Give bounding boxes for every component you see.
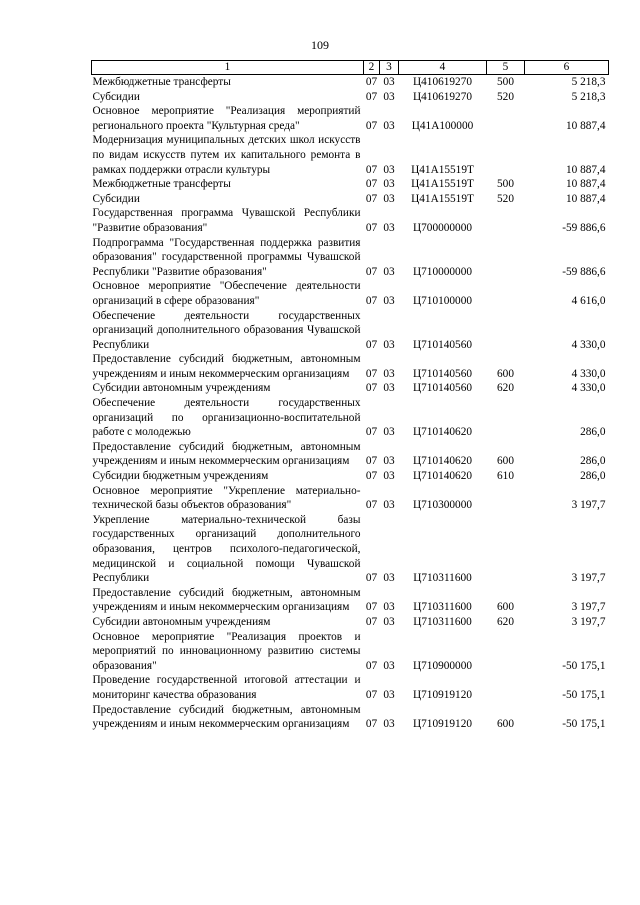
amount: -50 175,1 bbox=[562, 718, 606, 731]
table-row bbox=[92, 133, 609, 177]
column-header: 6 bbox=[525, 61, 609, 75]
table-row bbox=[92, 615, 609, 630]
subsection-code: 03 bbox=[383, 367, 395, 380]
expense-type-code bbox=[487, 484, 525, 513]
table-row bbox=[92, 484, 609, 513]
expense-type-code: 520 bbox=[497, 192, 514, 205]
subsection-code: 03 bbox=[383, 221, 395, 234]
table-row bbox=[92, 90, 609, 105]
target-article-code: Ц41А100000 bbox=[411, 119, 474, 132]
subsection-code: 03 bbox=[383, 382, 395, 395]
amount: 3 197,7 bbox=[571, 601, 606, 614]
subsection-code: 03 bbox=[383, 90, 395, 103]
target-article-code: Ц710919120 bbox=[413, 718, 472, 731]
table-body bbox=[92, 75, 609, 732]
section-code: 07 bbox=[365, 367, 378, 380]
target-article-code: Ц710311600 bbox=[413, 601, 472, 614]
item-name: Предоставление субсидий бюджетным, автономным учреждениям и иным некоммерческим организациям bbox=[92, 586, 361, 614]
expense-type-code bbox=[487, 206, 525, 235]
target-article-code: Ц710100000 bbox=[413, 294, 472, 307]
target-article-code: Ц710140560 bbox=[413, 338, 472, 351]
page-number: 109 bbox=[311, 38, 329, 52]
section-code: 07 bbox=[365, 76, 378, 88]
section-code: 07 bbox=[365, 192, 378, 205]
item-name: Укрепление материально-технической базы государственных организаций дополнительного образования, центров психолого-педагогической, медицинской и социальной помощи Чувашской Республики bbox=[92, 513, 361, 585]
amount: 4 330,0 bbox=[571, 367, 606, 380]
section-code: 07 bbox=[365, 90, 378, 103]
amount: 286,0 bbox=[580, 426, 606, 439]
item-name: Предоставление субсидий бюджетным, автономным учреждениям и иным некоммерческим организациям bbox=[92, 440, 361, 468]
section-code: 07 bbox=[365, 119, 378, 132]
item-name: Модернизация муниципальных детских школ искусств по видам искусств путем их капитального ремонта в рамках поддержки отрасли культуры bbox=[92, 134, 361, 176]
subsection-code: 03 bbox=[383, 178, 395, 191]
expense-type-code bbox=[487, 673, 525, 702]
target-article-code: Ц710311600 bbox=[413, 615, 472, 628]
amount: 286,0 bbox=[580, 470, 606, 483]
expense-type-code bbox=[487, 309, 525, 353]
amount: 3 197,7 bbox=[571, 615, 606, 628]
expense-type-code: 500 bbox=[497, 178, 514, 191]
amount: 5 218,3 bbox=[571, 76, 606, 88]
table-header bbox=[92, 61, 609, 75]
target-article-code: Ц410619270 bbox=[413, 76, 472, 88]
item-name: Основное мероприятие "Реализация проектов и мероприятий по инновационному развитию системы образования" bbox=[92, 630, 361, 672]
table-row bbox=[92, 309, 609, 353]
table-row bbox=[92, 586, 609, 615]
subsection-code: 03 bbox=[383, 192, 395, 205]
section-code: 07 bbox=[365, 455, 378, 468]
target-article-code: Ц710311600 bbox=[413, 572, 472, 585]
table-row bbox=[92, 630, 609, 674]
subsection-code: 03 bbox=[383, 470, 395, 483]
expense-type-code: 600 bbox=[497, 601, 514, 614]
item-name: Обеспечение деятельности государственных организаций по организационно-воспитательной работе с молодежью bbox=[92, 397, 361, 439]
table-row bbox=[92, 177, 609, 192]
table-row bbox=[92, 206, 609, 235]
item-name: Субсидии bbox=[92, 90, 140, 103]
section-code: 07 bbox=[365, 499, 378, 512]
expense-type-code: 520 bbox=[497, 90, 514, 103]
column-header: 2 bbox=[364, 61, 380, 75]
amount: 4 330,0 bbox=[571, 382, 606, 395]
target-article-code: Ц710140620 bbox=[413, 426, 472, 439]
expense-type-code: 620 bbox=[497, 615, 514, 628]
item-name: Субсидии автономным учреждениям bbox=[92, 615, 271, 628]
table-row bbox=[92, 673, 609, 702]
table-row bbox=[92, 352, 609, 381]
section-code: 07 bbox=[365, 470, 378, 483]
item-name: Субсидии bbox=[92, 192, 140, 205]
item-name: Основное мероприятие "Укрепление материально-технической базы объектов образования" bbox=[92, 484, 361, 512]
subsection-code: 03 bbox=[383, 119, 395, 132]
subsection-code: 03 bbox=[383, 615, 395, 628]
item-name: Межбюджетные трансферты bbox=[92, 76, 231, 88]
table-row bbox=[92, 279, 609, 308]
table-row bbox=[92, 236, 609, 280]
table-row bbox=[92, 440, 609, 469]
amount: 3 197,7 bbox=[571, 572, 606, 585]
expense-type-code bbox=[487, 236, 525, 280]
target-article-code: Ц710140620 bbox=[413, 455, 472, 468]
item-name: Предоставление субсидий бюджетным, автономным учреждениям и иным некоммерческим организациям bbox=[92, 353, 361, 380]
column-header: 1 bbox=[92, 61, 364, 75]
expense-type-code: 600 bbox=[497, 367, 514, 380]
target-article-code: Ц410619270 bbox=[413, 90, 472, 103]
target-article-code: Ц710900000 bbox=[413, 659, 472, 672]
subsection-code: 03 bbox=[383, 76, 395, 88]
target-article-code: Ц710000000 bbox=[413, 265, 472, 278]
section-code: 07 bbox=[365, 221, 378, 234]
expense-type-code: 600 bbox=[497, 718, 514, 731]
target-article-code: Ц710140560 bbox=[413, 382, 472, 395]
target-article-code: Ц41А15519Т bbox=[411, 192, 474, 205]
subsection-code: 03 bbox=[383, 426, 395, 439]
expense-type-code: 620 bbox=[497, 382, 514, 395]
expense-type-code bbox=[487, 279, 525, 308]
subsection-code: 03 bbox=[383, 572, 395, 585]
item-name: Основное мероприятие "Реализация мероприятий регионального проекта "Культурная среда" bbox=[92, 105, 361, 132]
item-name: Предоставление субсидий бюджетным, автономным учреждениям и иным некоммерческим организациям bbox=[92, 703, 361, 731]
target-article-code: Ц710140560 bbox=[413, 367, 472, 380]
item-name: Подпрограмма "Государственная поддержка развития образования" государственной программы Чувашской Республики "Развитие образования" bbox=[92, 236, 361, 278]
target-article-code: Ц41А15519Т bbox=[411, 163, 474, 176]
header-row bbox=[92, 61, 609, 75]
section-code: 07 bbox=[365, 382, 378, 395]
target-article-code: Ц41А15519Т bbox=[411, 178, 474, 191]
target-article-code: Ц710300000 bbox=[413, 499, 472, 512]
item-name: Основное мероприятие "Обеспечение деятельности организаций в сфере образования" bbox=[92, 280, 361, 307]
subsection-code: 03 bbox=[383, 499, 395, 512]
amount: -59 886,6 bbox=[562, 221, 606, 234]
item-name: Межбюджетные трансферты bbox=[92, 178, 231, 191]
amount: 5 218,3 bbox=[571, 90, 606, 103]
amount: 3 197,7 bbox=[571, 499, 606, 512]
subsection-code: 03 bbox=[383, 601, 395, 614]
expense-type-code bbox=[487, 513, 525, 586]
section-code: 07 bbox=[365, 265, 378, 278]
section-code: 07 bbox=[365, 163, 378, 176]
expense-type-code bbox=[487, 133, 525, 177]
amount: -50 175,1 bbox=[562, 659, 606, 672]
table-row bbox=[92, 381, 609, 396]
subsection-code: 03 bbox=[383, 338, 395, 351]
table-row bbox=[92, 513, 609, 586]
target-article-code: Ц710919120 bbox=[413, 688, 472, 701]
subsection-code: 03 bbox=[383, 265, 395, 278]
section-code: 07 bbox=[365, 615, 378, 628]
subsection-code: 03 bbox=[383, 718, 395, 731]
subsection-code: 03 bbox=[383, 688, 395, 701]
table-row bbox=[92, 192, 609, 207]
amount: -50 175,1 bbox=[562, 688, 606, 701]
subsection-code: 03 bbox=[383, 294, 395, 307]
column-header: 4 bbox=[399, 61, 487, 75]
section-code: 07 bbox=[365, 338, 378, 351]
section-code: 07 bbox=[365, 601, 378, 614]
item-name: Государственная программа Чувашской Республики "Развитие образования" bbox=[92, 207, 361, 234]
amount: 10 887,4 bbox=[565, 119, 606, 132]
column-header: 5 bbox=[487, 61, 525, 75]
section-code: 07 bbox=[365, 294, 378, 307]
amount: 286,0 bbox=[580, 455, 606, 468]
table-row bbox=[92, 104, 609, 133]
item-name: Субсидии бюджетным учреждениям bbox=[92, 470, 269, 483]
item-name: Обеспечение деятельности государственных организаций дополнительного образования Чувашской Республики bbox=[92, 309, 361, 351]
subsection-code: 03 bbox=[383, 163, 395, 176]
item-name: Проведение государственной итоговой аттестации и мониторинг качества образования bbox=[92, 674, 361, 701]
section-code: 07 bbox=[365, 718, 378, 731]
subsection-code: 03 bbox=[383, 659, 395, 672]
target-article-code: Ц710140620 bbox=[413, 470, 472, 483]
expense-type-code: 500 bbox=[497, 76, 514, 88]
expense-type-code bbox=[487, 104, 525, 133]
section-code: 07 bbox=[365, 426, 378, 439]
amount: 10 887,4 bbox=[565, 192, 606, 205]
table-row bbox=[92, 469, 609, 484]
amount: 10 887,4 bbox=[565, 163, 606, 176]
budget-table bbox=[91, 60, 609, 732]
target-article-code: Ц700000000 bbox=[413, 221, 472, 234]
item-name: Субсидии автономным учреждениям bbox=[92, 382, 271, 395]
section-code: 07 bbox=[365, 659, 378, 672]
section-code: 07 bbox=[365, 688, 378, 701]
expense-type-code: 610 bbox=[497, 470, 514, 483]
column-header: 3 bbox=[380, 61, 399, 75]
section-code: 07 bbox=[365, 572, 378, 585]
amount: 4 330,0 bbox=[571, 338, 606, 351]
table-row bbox=[92, 396, 609, 440]
subsection-code: 03 bbox=[383, 455, 395, 468]
amount: 10 887,4 bbox=[565, 178, 606, 191]
expense-type-code bbox=[487, 630, 525, 674]
table-row bbox=[92, 75, 609, 90]
expense-type-code bbox=[487, 396, 525, 440]
amount: 4 616,0 bbox=[571, 294, 606, 307]
expense-type-code: 600 bbox=[497, 455, 514, 468]
amount: -59 886,6 bbox=[562, 265, 606, 278]
table-row bbox=[92, 703, 609, 732]
section-code: 07 bbox=[365, 178, 378, 191]
